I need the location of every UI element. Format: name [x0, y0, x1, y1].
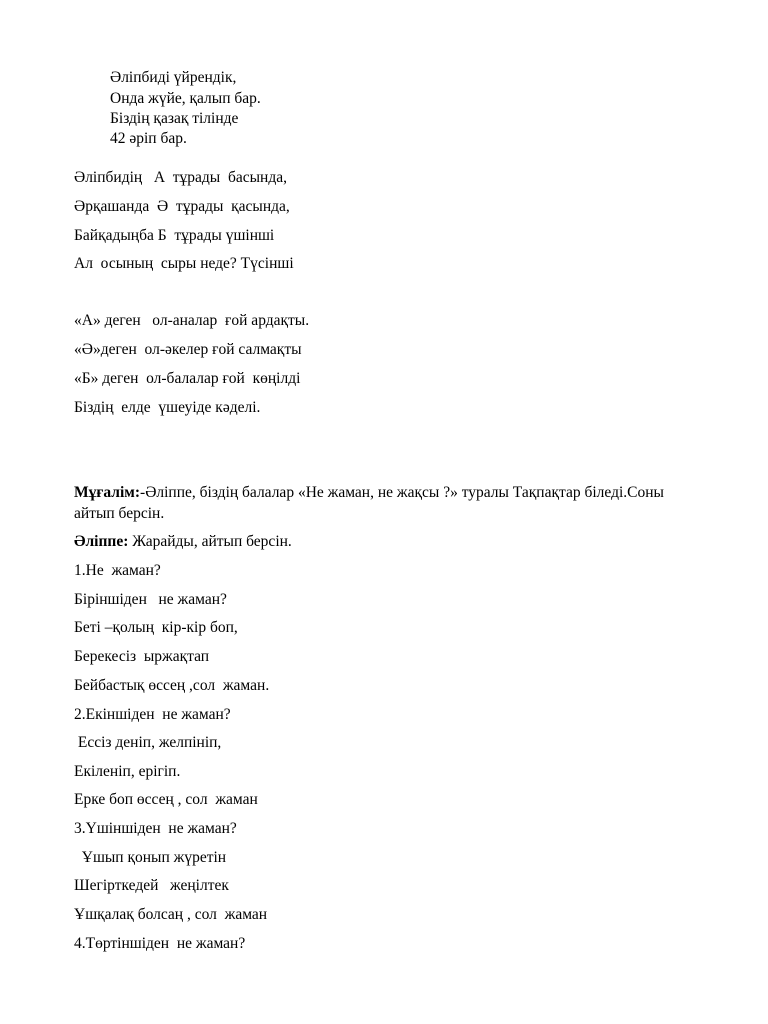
stanza-line: Ал осының сыры неде? Түсінші: [74, 255, 294, 272]
teacher-paragraph: [74, 482, 704, 524]
alippe-paragraph: [74, 532, 292, 551]
verse-line: Екіленіп, ерігіп.: [74, 763, 181, 780]
verse-line: 2.Екіншіден не жаман?: [74, 706, 231, 723]
intro-poem-line: Әліпбиді үйрендік,: [110, 69, 237, 86]
stanza-line: «А» деген ол-аналар ғой ардақты.: [74, 312, 310, 329]
stanza-line: Біздің елде үшеуіде кәделі.: [74, 399, 261, 416]
intro-poem-line: Біздің қазақ тілінде: [110, 110, 239, 127]
intro-poem-line: Онда жүйе, қалып бар.: [110, 90, 261, 107]
stanza-line: «Б» деген ол-балалар ғой көңілді: [74, 370, 301, 387]
verse-line: Беті –қолың кір-кір боп,: [74, 619, 238, 636]
stanza-line: Байқадыңба Б тұрады үшінші: [74, 227, 275, 244]
verse-line: Шегірткедей жеңілтек: [74, 877, 229, 894]
verse-line: 3.Үшіншіден не жаман?: [74, 820, 237, 837]
verse-line: Ерке боп өссең , сол жаман: [74, 791, 258, 808]
teacher-text: -Әліппе, біздің балалар «Не жаман, не жақсы ?» туралы Тақпақтар біледі.Соны айтып берсін.: [74, 484, 664, 522]
verse-line: Ұшып қонып жүретін: [74, 849, 227, 866]
verse-line: 1.Не жаман?: [74, 562, 161, 579]
alippe-text: Жарайды, айтып берсін.: [128, 533, 292, 550]
stanza-line: Әліпбидің А тұрады басында,: [74, 169, 287, 186]
verse-line: Біріншіден не жаман?: [74, 591, 227, 608]
verse-line: 4.Төртіншіден не жаман?: [74, 935, 246, 952]
verse-line: Ұшқалақ болсаң , сол жаман: [74, 906, 268, 923]
stanza-line: «Ә»деген ол-әкелер ғой салмақты: [74, 341, 302, 358]
verse-line: Берекесіз ыржақтап: [74, 648, 210, 665]
teacher-label: Мұғалім:: [74, 484, 141, 501]
stanza-line: Әрқашанда Ә тұрады қасында,: [74, 198, 290, 215]
alippe-label: Әліппе:: [74, 533, 129, 550]
verse-line: Бейбастық өссең ,сол жаман.: [74, 677, 270, 694]
verse-line: Ессіз деніп, желпініп,: [74, 734, 222, 751]
intro-poem-line: 42 әріп бар.: [110, 130, 187, 147]
